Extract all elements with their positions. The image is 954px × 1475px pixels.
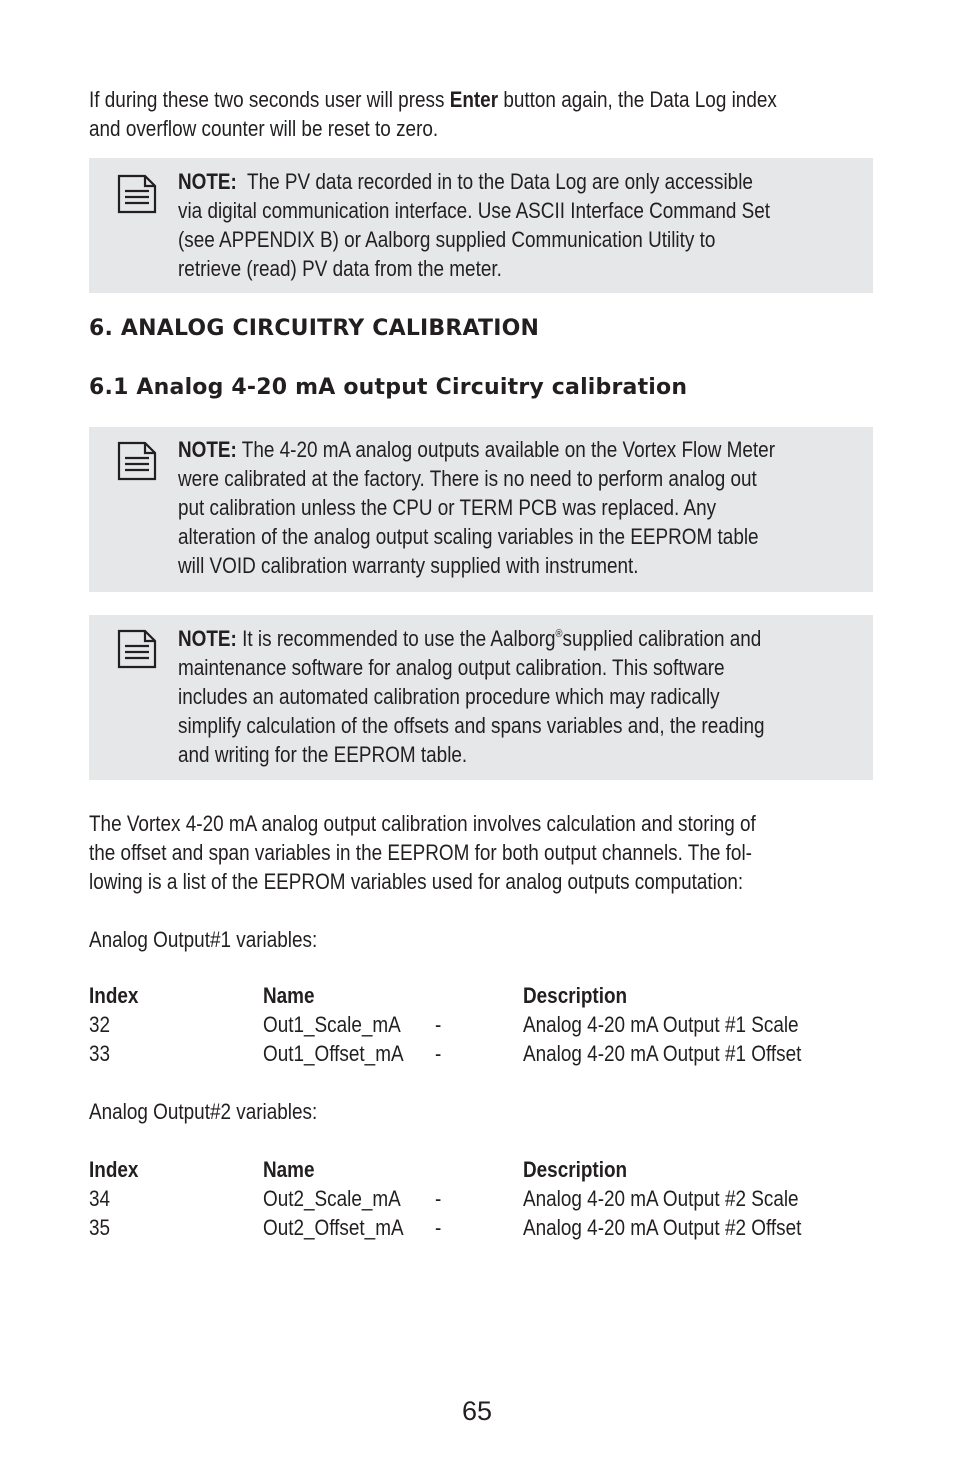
row-description: Analog 4-20 mA Output #1 Offset — [523, 1041, 802, 1066]
header-name: Name — [263, 983, 315, 1008]
row-name: Out2_Scale_mA — [263, 1186, 401, 1211]
note-document-icon — [117, 174, 157, 214]
note-document-icon — [117, 629, 157, 669]
intro-line-1 — [89, 85, 777, 114]
table-row — [89, 1213, 889, 1242]
note-box-factory-calibration — [89, 427, 873, 592]
note-line: alteration of the analog output scaling variables in the EEPROM table — [178, 524, 759, 549]
note-line-text: The PV data recorded in to the Data Log are only accessible — [236, 169, 753, 194]
note-line: and writing for the EEPROM table. — [178, 742, 468, 767]
note-line: (see APPENDIX B) or Aalborg supplied Communication Utility to — [178, 227, 716, 252]
row-description: Analog 4-20 mA Output #1 Scale — [523, 1012, 799, 1037]
header-index: Index — [89, 1157, 139, 1182]
note-text — [178, 435, 775, 580]
output2-variables-table — [89, 1155, 889, 1242]
output1-variables-table — [89, 981, 889, 1068]
note-line: put calibration unless the CPU or TERM PCB was replaced. Any — [178, 495, 717, 520]
note-line-text: supplied calibration and — [562, 626, 762, 651]
row-dash: - — [435, 1012, 442, 1037]
intro-text: button again, the Data Log index — [498, 87, 777, 112]
row-name: Out2_Offset_mA — [263, 1215, 404, 1240]
note-line — [178, 167, 770, 196]
note-line — [178, 435, 775, 464]
note-line: were calibrated at the factory. There is no need to perform analog out — [178, 466, 757, 491]
note-line: via digital communication interface. Use ASCII Interface Command Set — [178, 198, 771, 223]
paragraph-line: lowing is a list of the EEPROM variables used for analog outputs computation: — [89, 869, 744, 894]
row-index: 35 — [89, 1215, 111, 1240]
header-index: Index — [89, 983, 139, 1008]
row-dash: - — [435, 1186, 442, 1211]
row-dash: - — [435, 1215, 442, 1240]
header-description: Description — [523, 983, 628, 1008]
note-text — [178, 167, 770, 283]
row-index: 33 — [89, 1041, 111, 1066]
row-description: Analog 4-20 mA Output #2 Scale — [523, 1186, 799, 1211]
section-heading: 6. ANALOG CIRCUITRY CALIBRATION — [89, 316, 540, 341]
output2-caption: Analog Output#2 variables: — [89, 1099, 318, 1124]
row-name: Out1_Offset_mA — [263, 1041, 404, 1066]
note-label: NOTE: — [178, 169, 237, 194]
intro-line-2: and overflow counter will be reset to zero. — [89, 116, 439, 141]
row-description: Analog 4-20 mA Output #2 Offset — [523, 1215, 802, 1240]
note-line-text: The 4-20 mA analog outputs available on the Vortex Flow Meter — [236, 437, 776, 462]
page-number: 65 — [461, 1396, 493, 1426]
table-row — [89, 1010, 889, 1039]
note-line-text: It is recommended to use the Aalborg — [236, 626, 556, 651]
note-label: NOTE: — [178, 437, 237, 462]
paragraph-line: the offset and span variables in the EEPROM for both output channels. The fol- — [89, 840, 752, 865]
note-line — [178, 624, 765, 653]
header-name: Name — [263, 1157, 315, 1182]
note-line: maintenance software for analog output calibration. This software — [178, 655, 725, 680]
row-index: 34 — [89, 1186, 111, 1211]
note-document-icon — [117, 441, 157, 481]
table-header-row — [89, 981, 889, 1010]
intro-text: If during these two seconds user will press — [89, 87, 450, 112]
row-dash: - — [435, 1041, 442, 1066]
note-box-calibration-software — [89, 615, 873, 780]
enter-keyword: Enter — [449, 87, 499, 112]
calibration-paragraph — [89, 809, 756, 896]
note-line: retrieve (read) PV data from the meter. — [178, 256, 502, 281]
note-line: will VOID calibration warranty supplied with instrument. — [178, 553, 639, 578]
note-label: NOTE: — [178, 626, 237, 651]
output1-caption: Analog Output#1 variables: — [89, 927, 318, 952]
table-header-row — [89, 1155, 889, 1184]
note-box-data-log — [89, 158, 873, 293]
intro-paragraph — [89, 85, 777, 143]
row-name: Out1_Scale_mA — [263, 1012, 401, 1037]
table-row — [89, 1039, 889, 1068]
subsection-heading: 6.1 Analog 4-20 mA output Circuitry calibration — [89, 375, 688, 400]
table-row — [89, 1184, 889, 1213]
note-line: includes an automated calibration procedure which may radically — [178, 684, 720, 709]
row-index: 32 — [89, 1012, 111, 1037]
paragraph-line: The Vortex 4-20 mA analog output calibration involves calculation and storing of — [89, 811, 756, 836]
registered-mark: ® — [555, 628, 563, 640]
note-line: simplify calculation of the offsets and spans variables and, the reading — [178, 713, 765, 738]
header-description: Description — [523, 1157, 628, 1182]
note-text — [178, 624, 765, 769]
